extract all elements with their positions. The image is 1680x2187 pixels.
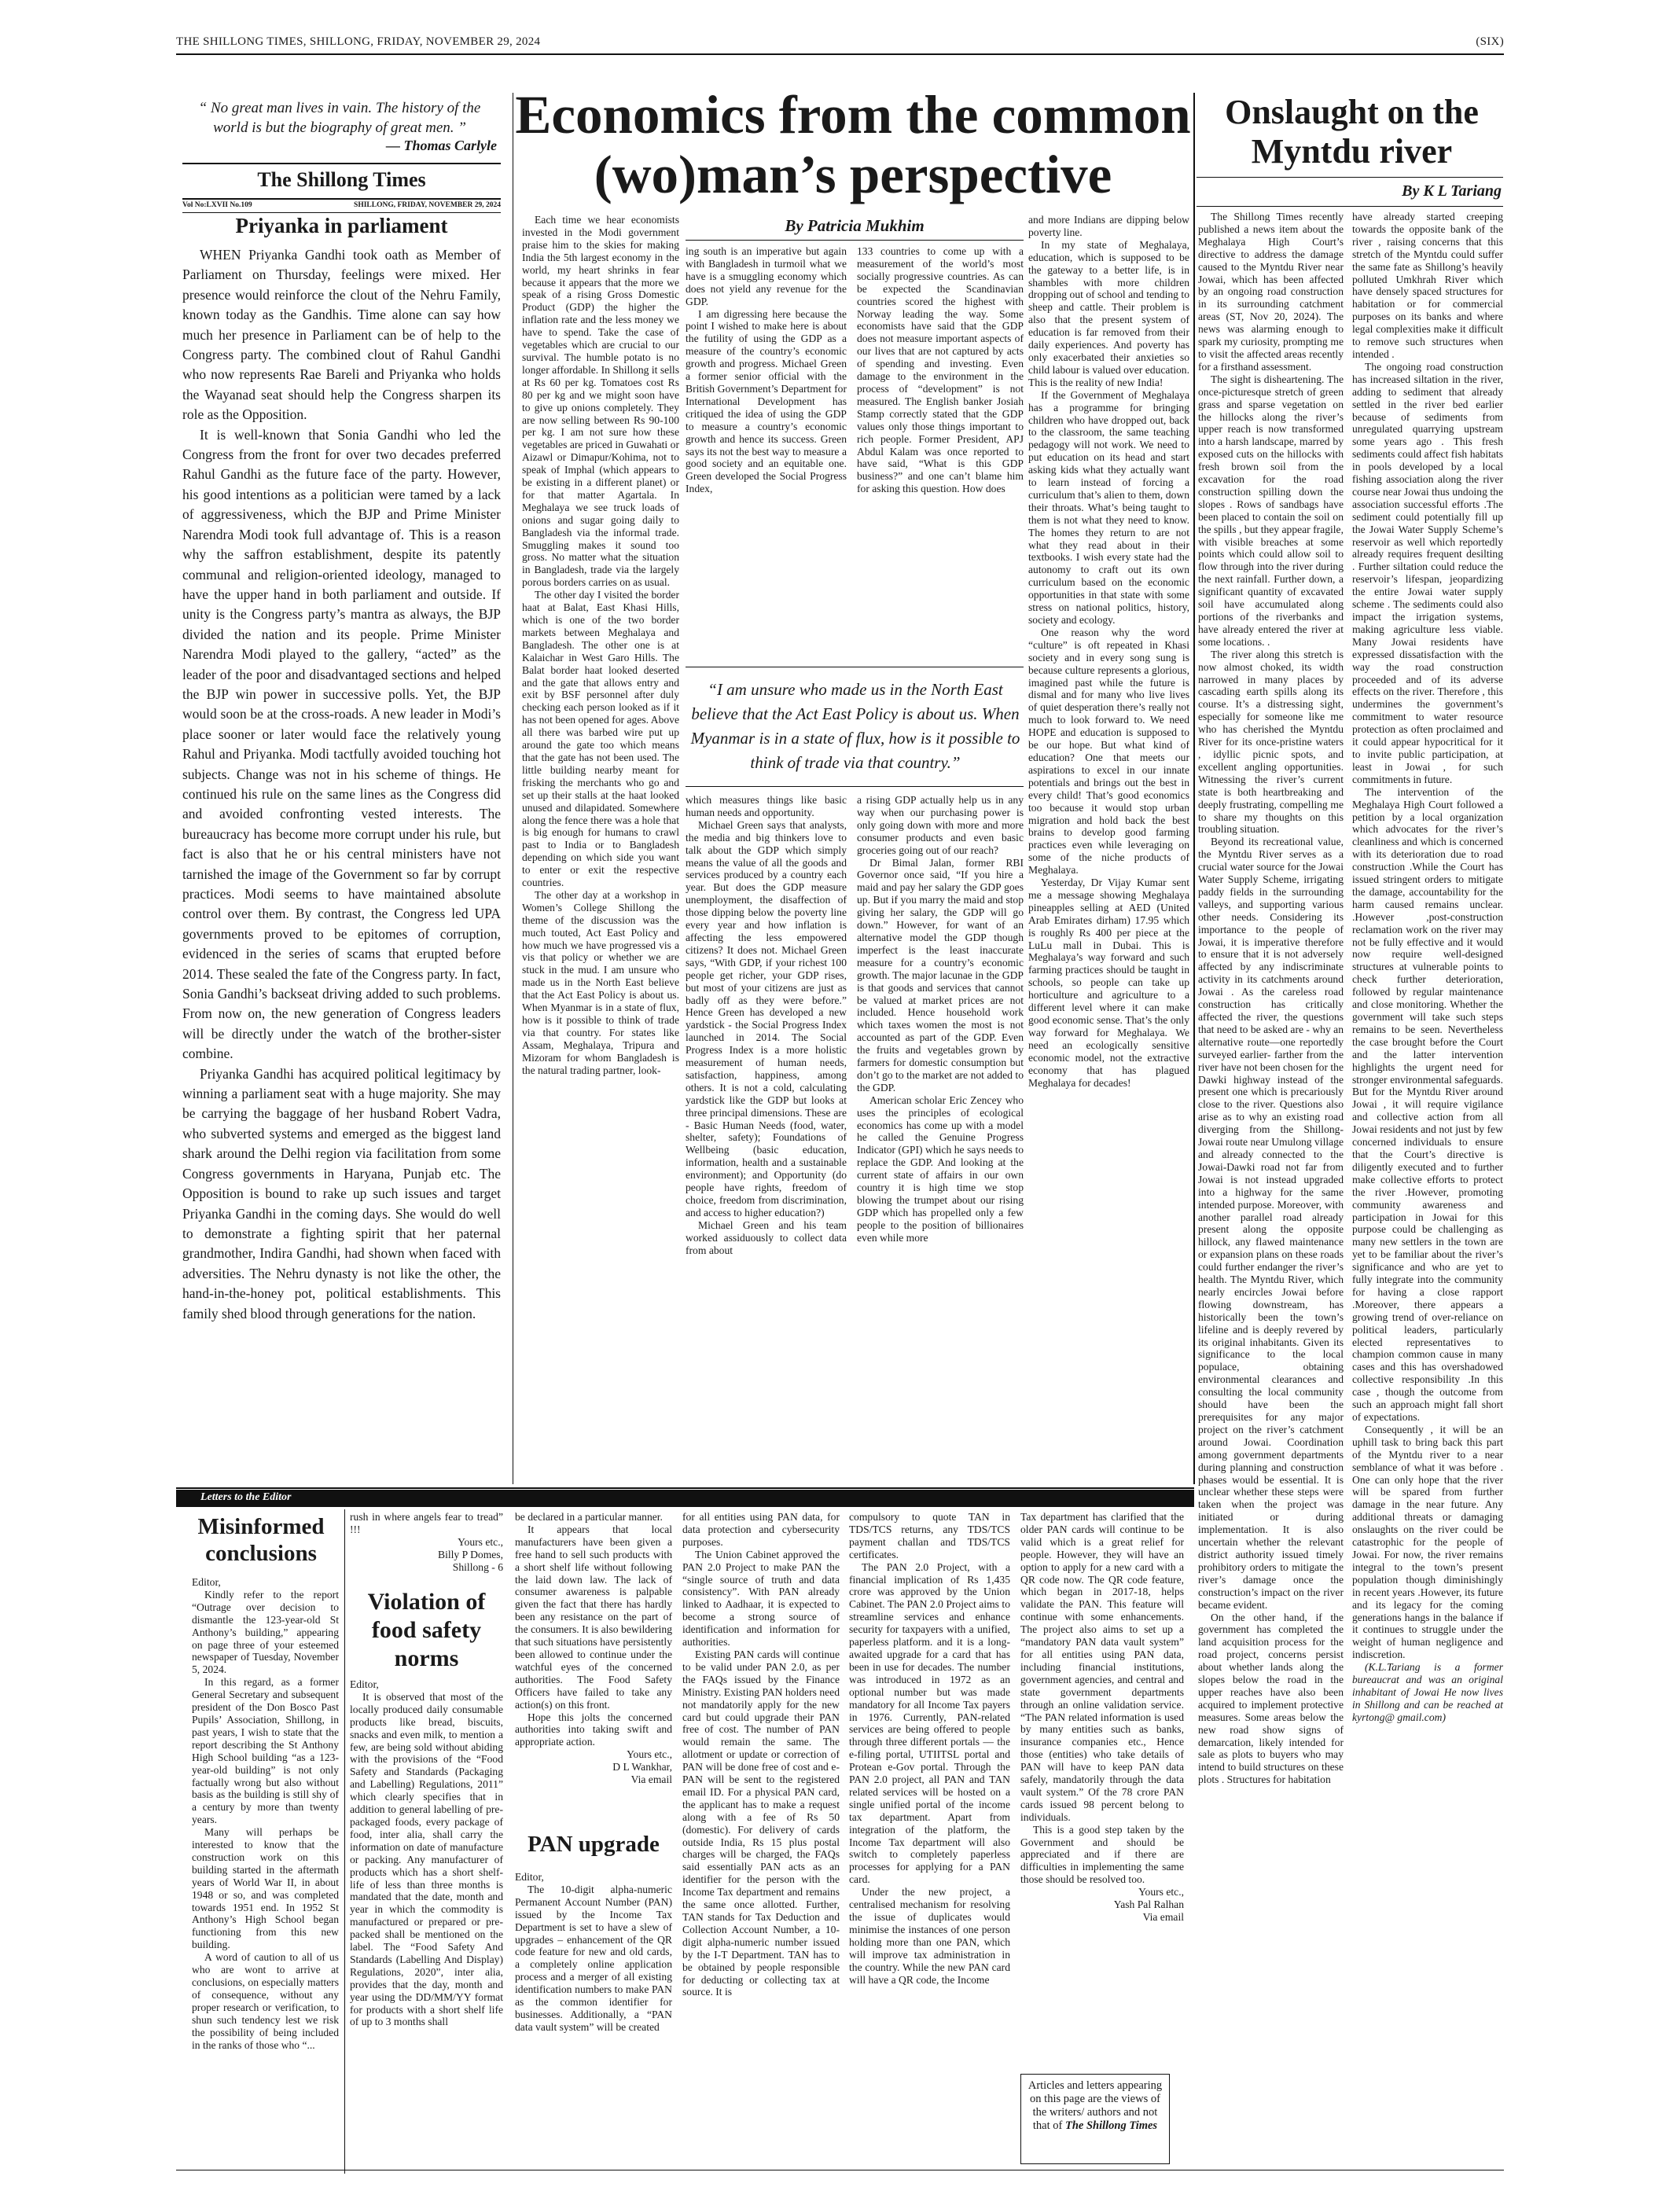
letter-paragraph: It appears that local manufacturers have been given a free hand to sell such products with a short shelf life without following the laid down law. The lack of consumer awareness is palpable given the fact that there has hardly been any resistance on the part of the consumers. It is also bewildering that such situations have persistently been allowed to continue under the watchful eyes of the concerned authorities. The Food Safety Officers have failed to take any action(s) on this front.: [515, 1523, 672, 1711]
letter-paragraph: The 10-digit alpha-numeric Permanent Account Number (PAN) issued by the Income Tax Department is set to have a slew of upgrades – enhancement of the QR code feature for new and old cards, a completely online application process and a merger of all existing identification numbers to make PAN as the common identifier for businesses. Additionally, a “PAN data vault system” will be created: [515, 1883, 672, 2033]
myntdu-headline: Onslaught on the Myntdu river: [1225, 93, 1479, 171]
letter-3-place: Via email: [1142, 1911, 1184, 1923]
article-paragraph: If the Government of Meghalaya has a programme for bringing children who have dropped out, back to the classroom, the same teaching pedagogy will not work. We need to put education on its head and start asking kids what they actually want to learn instead of forcing a curriculum that’s alien to them, down their throats. What’s being taught to them is not what they need to know. The homes they return to are not what they read about in their textbooks. I wish every state had the autonomy to craft out its own curriculum based on the economic opportunities in that state with some stress on national politics, history, society and ecology.: [1028, 388, 1189, 626]
letter-paragraph: for all entities using PAN data, for data protection and cybersecurity purposes.: [682, 1511, 840, 1548]
letter-paragraph: The PAN 2.0 Project, with a financial implication of Rs 1,435 crore was approved by the Union Cabinet. The PAN 2.0 Project aims to streamline services and enhance security for taxpayers with a unified, paperless platform. and it is a long-awaited upgrade for a card that has been in use for decades. The number was introduced in 1972 as an optional number but was made mandatory for all Income Tax payers in 1976. Currently, PAN-related services are being offered to people through three different portals — the e-filing portal, UTIITSL portal and Protean e-Gov portal. Through the PAN 2.0 project, all PAN and TAN related services will be hosted on a single unified portal of the income tax department. Apart from integration of the platform, the Income Tax department will also switch to completely paperless processes for applying for a PAN card.: [849, 1560, 1010, 1886]
article-paragraph: Consequently , it will be an uphill task to bring back this part of the Myntdu river to a near semblance of what it was before . One can only hope that the river will be spared from further damage in the near future. Any additional threats or damaging onslaughts on the river could be catastrophic for the people of Jowai. For now, the river remains integral to the town’s present population though diminishingly in recent years .However, its future and its legacy for the coming generations hangs in the balance if it continues to struggle under the weight of human negligence and indiscretion.: [1352, 1423, 1503, 1661]
letter-salutation: Editor,: [350, 1678, 379, 1690]
economics-column-5: [857, 794, 1024, 1486]
letter-paragraph: This is a good step taken by the Government and should be appreciated and if there are difficulties in implementing the same those should be resolved too.: [1020, 1823, 1184, 1886]
editorial-paragraph: Priyanka Gandhi has acquired political legitimacy by winning a parliament seat with a huge majority. She may be carrying the baggage of her husband Robert Vadra, who subverted systems and emerged as the biggest land shark around the Delhi region via facilitation from some Congress governments in Haryana, Punjab etc. The Opposition is bound to rake up such issues and target Priyanka Gandhi in the coming days. She would do well to demonstrate a fighting spirit that her paternal grandmother, Indira Gandhi, had shown when faced with adversities. The Nehru dynasty is not like the other, the hand-in-the-honey pot, political establishments. This family shed blood through generations for the nation.: [182, 1065, 501, 1321]
editorial-paragraph: It is well-known that Sonia Gandhi who led the Congress from the front for over two decades preferred Rahul Gandhi as the future face of the party. However, his good intentions as a politician were tamed by a lack of aggressiveness, which the BJP and Prime Minister Narendra Modi took full advantage of. This is a reason why the saffron establishment, despite its patently communal and religion-oriented ideology, managed to have the upper hand in both parliament and outside. If unity is the Congress party’s mantra as always, the BJP divided the nation and its people. Prime Minister Narendra Modi played to the gallery, “acted” as the leader of the poor and disadvantaged sections and helped the BJP win power in successive polls. Yet, the BJP would soon be at the cross-roads. A new leader in Modi’s place sooner or later would face the relatively young Rahul and Priyanka. Modi tactfully avoided touching hot subjects. Change was not in his scheme of things. He continued his rule on the same lines as the Congress did and avoided confronting vested interests. The bureaucracy has become more corrupt under his rule, but fact is also that he or his central ministers have not tarnished the image of the Government so far by corrupt practices. Modi seems to have maintained absolute control over them. By contrast, the Congress led UPA governments proved to be epitomes of corruption, evidenced in the series of scams that erupted before 2014. These sealed the fate of the Congress party. In fact, Sonia Gandhi’s backseat driving added to such problems. From now on, the new generation of Congress leaders will be directly under the watch of the brother-sister combine.: [182, 426, 501, 1062]
editorial-paragraph: WHEN Priyanka Gandhi took oath as Member of Parliament on Thursday, feelings were mixed. Her presence would reinforce the clout of the Nehru Family, known today as the Gandhis. Time alone can say how much her presence in Parliament can be of help to the Congress party. The combined clout of Rahul Gandhi who now represents Rae Bareli and Priyanka who holds the Wayanad seat should help the Congress sharpen its role as the Opposition.: [182, 247, 501, 423]
letter-paragraph: compulsory to quote TAN in TDS/TCS returns, any TDS/TCS payment challan and TDS/TCS certificates.: [849, 1511, 1010, 1560]
masthead-rule-3: [182, 212, 501, 213]
letter-1-place: Shillong - 6: [452, 1560, 503, 1573]
disclaimer-paper: The Shillong Times: [1064, 2119, 1158, 2132]
letters-column-rule: [344, 1509, 345, 2174]
article-paragraph: The other day I visited the border haat at Balat, East Khasi Hills, which is one of the two border markets between Meghalaya and Bangladesh. The other one is at Kalaichar in West Garo Hills. The Balat border haat looked deserted and the gate that allows entry and exit by BSF personnel after duly checking each person looked as if it has not been opened for ages. Above all there was barbed wire put up around the gate too which means that the gate has not been used. The little building nearby meant for frisking the merchants who go and set up their stalls at the haat looked unused and dilapidated. Somewhere along the fence there was a hole that is big enough for humans to crawl past to India or to Bangladesh depending on which side you want to enter or exit the respective countries.: [522, 589, 679, 889]
article-paragraph: The sight is disheartening. The once-picturesque stretch of green grass and sparse vegetation on the hillocks along the river’s upper reach is now transformed into a harsh landscape, marred by exposed cuts on the hillocks with fresh brown soil from the excavation for the road construction spilling down the slopes . Rows of sandbags have been placed to contain the soil on the spills , but they appear fragile, with visible breaches at some points which could allow soil to flow through into the river during the next rainfall. Further down, a significant quantity of excavated soil have accumulated along portions of the riverbanks and have already entered the river at some locations. .: [1198, 373, 1344, 648]
column-rule: [1193, 93, 1195, 1484]
myntdu-byline-rule: [1197, 206, 1503, 207]
letter-paragraph: Tax department has clarified that the older PAN cards will continue to be valid which is a great relief for people. However, they will have an option to apply for a new card with a QR code now. The QR code feature, which began in 2017-18, helps validate the PAN. This feature will continue with some enhancements. The project also aims to set up a “mandatory PAN data vault system” for all entities using PAN data, including financial institutions, government agencies, and central and state government departments through an online validation service. “The PAN related information is used by many entities such as banks, insurance companies etc., Hence those (entities) who take details of PAN will have to keep PAN data safely, mandatorily through the data vault system.” Of the 78 crore PAN cards issued 98 percent belong to individuals.: [1020, 1511, 1184, 1823]
pull-quote: “I am unsure who made us in the North East believe that the Act East Policy is about us. When Myanmar is in a state of flux, how is it possible to think of trade via that country.”: [690, 680, 1020, 772]
letter-paragraph: Kindly refer to the report “Outrage over decision to dismantle the 123-year-old St Anthony’s building,” appearing on page three of your esteemed newspaper of Tuesday, November 5, 2024.: [192, 1588, 339, 1676]
economics-column-3: [857, 245, 1024, 662]
letters-section-label: Letters to the Editor: [200, 1491, 292, 1503]
letter-paragraph: Under the new project, a centralised mechanism for resolving the issue of duplicates would minimise the instances of one person holding more than one PAN, which will improve tax administration in the country. While the new PAN card will have a QR code, the Income: [849, 1886, 1010, 1986]
letter-1-body: [192, 1576, 339, 2174]
article-paragraph: which measures things like basic human needs and opportunity.: [686, 794, 847, 818]
article-paragraph: I am digressing here because the point I wished to make here is about the futility of using the GDP as a measure of the country’s economic growth and progress. Michael Green a former senior official with the British Government’s Department for International Development has critiqued the idea of using the GDP to measure a country’s economic growth and hence its success. Green says its not the best way to measure a good society and an equitable one. Green developed the Social Progress Index,: [686, 307, 847, 495]
disclaimer-box: [1020, 2074, 1170, 2164]
byline-rule: [686, 240, 1024, 241]
article-paragraph: The intervention of the Meghalaya High Court followed a petition by a local organization which advocates for the river’s cleanliness and which is concerned with its deterioration due to road construction .While the Court has issued stringent orders to mitigate the damage, accountability for the harm caused remains unclear. .However ,post-construction reclamation work on the river may not be fully effective and it would now require well-designed structures at vulnerable points to check further deterioration, followed by regular maintenance and close monitoring. Whether the government will take such steps remains to be seen. Nevertheless the case brought before the Court and the latter intervention highlights the urgent need for stronger environmental safeguards. But for the Myntdu River around Jowai , it will require vigilance and collective action from all Jowai residents and not just by few concerned individuals to ensure that the Court’s directive is diligently executed and to further make collective efforts to protect the river .However, promoting community awareness and participation in Jowai for this purpose could be challenging as many new settlers in the town are yet to be familiar about the river’s significance and who are yet to fully integrate into the community for having a close rapport .Moreover, there appears a growing trend of over-reliance on political leaders, particularly elected representatives to champion common cause in many cases and this has overshadowed collective responsibility .In this case , though the outcome from such an approach might fall short of expectations.: [1352, 785, 1503, 1423]
letter-3-column-4: [1020, 1511, 1184, 2022]
economics-column-6: [1028, 214, 1189, 1487]
masthead-rule-2: [182, 198, 501, 200]
vol-dateline: [182, 201, 501, 209]
letter-salutation: Editor,: [515, 1871, 544, 1883]
letter-1-yours: Yours etc.,: [458, 1535, 503, 1548]
letter-paragraph: A word of caution to all of us who are wont to arrive at conclusions, on especially matters of consequence, without any proper research or verification, to shun such tendency lest we risk the possibility of being included in the ranks of those who “...: [192, 1951, 339, 2051]
article-paragraph: Michael Green says that analysts, the media and big thinkers love to talk about the GDP which simply means the value of all the goods and services produced by a country each year. But does the GDP measure unemployment, the disaffection of those dipping below the poverty line every year and how inflation is affecting the less empowered citizens? It does not. Michael Green says, “With GDP, if your richest 100 people get richer, your GDP rises, but most of your citizens are just as badly off as they were before.” Hence Green has developed a new yardstick - the Social Progress Index launched in 2014. The Social Progress Index is a more holistic measurement of human needs, satisfaction, happiness, among others. It is not a cold, calculating yardstick like the GDP but looks at three principal dimensions. These are - Basic Human Needs (food, water, shelter, safety); Foundations of Wellbeing (basic education, information, health and a sustainable environment); and Opportunity (do people have rights, freedom of choice, freedom from discrimination, and access to higher education?): [686, 818, 847, 1218]
letter-2-place: Via email: [630, 1773, 672, 1786]
letter-1-signer: Billy P Domes,: [438, 1548, 503, 1560]
letter-paragraph: The Union Cabinet approved the PAN 2.0 Project to make PAN the “single source of truth and data consistency”. With PAN already linked to Aadhaar, it is expected to become a strong source of identification and information for authorities.: [682, 1548, 840, 1649]
economics-column-1: [522, 214, 679, 1487]
article-paragraph: The Shillong Times recently published a news item about the Meghalaya High Court’s directive to address the damage caused to the Myntdu River near Jowai, which has been affected by an ongoing road construction in its surrounding catchment areas (ST, Nov 20, 2024). The news was alarming enough to spark my curiosity, prompting me to visit the affected areas recently for a firsthand assessment.: [1198, 211, 1344, 373]
letter-paragraph: In this regard, as a former General Secretary and subsequent president of the Don Bosco Past Pupils’ Association, Shillong, in past years, I wish to state that the report describing the St Anthony High School building “as a 123-year-old building” is not only factually wrong but also without basis as the building is still shy of a century by more than twenty years.: [192, 1676, 339, 1826]
quote-author: — Thomas Carlyle: [385, 138, 497, 153]
letter-3-body: [515, 1871, 672, 2174]
letter-paragraph: It is observed that most of the locally produced daily consumable products like bread, biscuits, snacks and even milk, to mention a few, are being sold without abiding with the provisions of the “Food Safety and Standards (Packaging and Labelling) Regulations, 2011” which clearly specifies that in addition to general labelling of pre-packaged foods, every package of food, inter alia, shall carry the information on date of manufacture or packing. Any manufacturer of products which has a short shelf-life of less than three months is mandated that the date, month and year in which the commodity is manufactured or prepared or pre-packed shall be mentioned on the label. The “Food Safety And Standards (Labelling And Display) Regulations, 2020”, inter alia, provides that the day, month and year using the DD/MM/YY format for products with a short shelf life of up to 3 months shall: [350, 1690, 503, 2028]
article-paragraph: Yesterday, Dr Vijay Kumar sent me a message showing Meghalaya pineapples selling at AED (United Arab Emirates dirham) 17.95 which is roughly Rs 400 per piece at the LuLu mall in Dubai. This is Meghalaya’s way forward and such farming practices should be taught in schools, so people can take up horticulture and agriculture to a different level where it can make good economic sense. That’s the only way forward for Meghalaya. We need an ecologically sensitive economic model, not the extractive economy that has plagued Meghalaya for decades!: [1028, 877, 1189, 1089]
paper-name: The Shillong Times: [257, 168, 426, 191]
letter-3-column-3: [849, 1511, 1010, 2174]
author-note: (K.L.Tariang is a former bureaucrat and was an original inhabitant of Jowai He now lives in Shillong and can be reached at kyrtong@ gmail.com): [1352, 1661, 1503, 1723]
article-paragraph: On the other hand, if the government has completed the land acquisition process for the road project, concerns persist about whether lands along the slopes below the road in the upper reaches have also been acquired to implement protective measures. Some areas below the new road show signs of demarcation, likely intended for sale as plots to buyers who may intend to build structures on these plots . Structures for habitation: [1198, 1611, 1344, 1786]
letter-2-continued: [515, 1511, 672, 1810]
article-paragraph: 133 countries to come up with a measurement of the world’s most socially progressive countries. As can be expected the Scandinavian countries scored the highest with Norway leading the way. Some economists have said that the GDP does not measure important aspects of our lives that are not captured by acts of spending and investing. Even damage to the environment in the process of “development” is not measured. The English banker Josiah Stamp correctly stated that the GDP values only those things important to rich people. Former President, APJ Abdul Kalam was once reported to have said, “What is this GDP business?” and one can’t blame him for asking this question. How does: [857, 245, 1024, 495]
myntdu-byline: By K L Tariang: [1402, 182, 1502, 200]
article-paragraph: and more Indians are dipping below poverty line.: [1028, 214, 1189, 238]
letter-3-signer: Yash Pal Ralhan: [1113, 1898, 1184, 1911]
editorial-body: [182, 245, 501, 1486]
article-paragraph: have already started creeping towards the opposite bank of the river , raising concerns that this stretch of the Myntdu could suffer the same fate as Shillong’s heavily polluted Umkhrah River which have densely spaced structures for habitation or for commercial purposes on its banks and where legal complexities make it difficult to remove such structures when intended .: [1352, 211, 1503, 360]
myntdu-column-1: [1198, 211, 1344, 2154]
letter-2-body: [350, 1678, 503, 2174]
letter-2-title: Violation of food safety norms: [367, 1589, 486, 1671]
dateline: SHILLONG, FRIDAY, NOVEMBER 29, 2024: [354, 201, 501, 209]
letter-3-title: PAN upgrade: [528, 1832, 660, 1857]
masthead-rule-1: [182, 163, 501, 164]
letter-paragraph: Many will perhaps be interested to know that the construction work on this building started in the aftermath years of World War II, in about 1948 or so, and was completed towards 1951 end. In 1952 St Anthony’s High School began functioning from this new building.: [192, 1826, 339, 1951]
letter-2-yours: Yours etc.,: [627, 1748, 672, 1761]
vol-no: Vol No:LXVII No.109: [182, 201, 252, 209]
article-paragraph: The other day at a workshop in Women’s College Shillong the theme of the discussion was the much touted, Act East Policy and how much we have progressed vis a vis that policy or whether we are stuck in the mud. I am unsure who made us in the North East believe that the Act East Policy is about us. When Myanmar is in a state of flux, how is it possible to think of trade via that country. For states like Assam, Meghalaya, Tripura and Mizoram for whom Bangladesh is the natural trading partner, look-: [522, 888, 679, 1076]
disclaimer-text: Articles and letters appearing on this page are the views of the writers/ authors and not that of: [1027, 2079, 1163, 2132]
page-number: (SIX): [1476, 35, 1504, 48]
economics-byline: By Patricia Mukhim: [785, 216, 925, 235]
article-paragraph: Beyond its recreational value, the Myntdu River serves as a crucial water source for the Jowai Water Supply Scheme, irrigating paddy fields in the surrounding valleys, and supporting various other needs. Considering its importance to the people of Jowai, it is imperative therefore to ensure that it is not adversely affected by any indiscriminate activity in its catchments around Jowai . As the careless road construction has critically affected the river, the questions that need to be asked are - why an alternative route—one reportedly surveyed earlier- farther from the river have not been chosen for the Dawki highway instead of the present one which is precariously close to the river. Questions also arise as to why an existing road diverging from the Shillong-Jowai route near Umulong village and already connected to the Jowai-Dawki road not far from Jowai is not instead upgraded into a highway for the same intended purpose. Moreover, with another parallel road already present along the opposite hillock, any flawed maintenance or expansion plans on these roads could further endanger the river’s health. The Myntdu River, which nearly encircles Jowai before flowing downstream, has historically been the town’s lifeline and is deeply revered by its original inhabitants. Given its significance to the local populace, obtaining environmental clearances and consulting the local community should have been the prerequisites for any major project on the river’s catchment around Jowai. Coordination among government departments during planning and construction phases would be essential. It is unclear whether these steps were taken when the project was initiated or during implementation. It is also uncertain whether the relevant district authority issued timely prohibitory orders to mitigate the river’s damage once the construction’s impact on the river became evident.: [1198, 836, 1344, 1611]
article-paragraph: American scholar Eric Zencey who uses the principles of ecological economics has come up with a model he called the Genuine Progress Indicator (GPI) which he says needs to replace the GDP. And looking at the current state of affairs in our own country it is high time we stop blowing the trumpet about our rising GDP which has propelled only a few people to the position of billionaires even while more: [857, 1094, 1024, 1244]
letter-3-column-2: [682, 1511, 840, 2174]
masthead-quote: “ No great man lives in vain. The history of the world is but the biography of great men. ”: [198, 100, 481, 136]
economics-column-4: [686, 794, 847, 1486]
article-paragraph: One reason why the word “culture” is oft repeated in Khasi society and in every song sung is because culture represents a glorious, imagined past while the future is dismal and for many who live lives of quiet desperation there’s really not much to look forward to. We need HOPE and education is supposed to be our hope. But what kind of education? One that meets our aspirations to excel in our innate potentials and brings out the best in every child! That’s good economics too because it would stop urban migration and hold back the best brains to develop good farming practices even while leveraging on some of the niche products of Meghalaya.: [1028, 626, 1189, 877]
economics-column-2: [686, 245, 847, 662]
myntdu-rule: [1197, 177, 1503, 178]
letter-2-signer: D L Wankhar,: [612, 1761, 672, 1773]
letter-paragraph: be declared in a particular manner.: [515, 1511, 663, 1523]
article-paragraph: In my state of Meghalaya, education, which is supposed to be the gateway to a better life, is in shambles with more children dropping out of school and tending to sheep and cattle. Their problem is also that the present system of education is far removed from their daily experiences. And poverty has only exacerbated their anxieties so child labour is valued over education. This is the reality of new India!: [1028, 238, 1189, 388]
article-paragraph: Michael Green and his team worked assiduously to collect data from about: [686, 1218, 847, 1256]
economics-headline: Economics from the common (wo)man’s perspective: [515, 85, 1191, 204]
letter-1-title: Misinformed conclusions: [197, 1514, 325, 1566]
top-rule: [176, 53, 1504, 55]
letters-bar: [176, 1490, 1194, 1507]
letter-3-yours: Yours etc.,: [1138, 1886, 1184, 1898]
article-paragraph: a rising GDP actually help us in any way when our purchasing power is only going down with more and more consumer products and even basic groceries going out of our reach?: [857, 794, 1024, 856]
letter-salutation: Editor,: [192, 1576, 221, 1588]
editorial-title: Priyanka in parliament: [235, 214, 448, 237]
pull-quote-rule-bottom: [686, 786, 1024, 787]
letter-1-continued: [350, 1511, 503, 1573]
letter-paragraph: Existing PAN cards will continue to be valid under PAN 2.0, as per the FAQs issued by the Finance Ministry. Existing PAN holders need not mandatorily apply for the new card but could upgrade their PAN free of cost. The number of PAN would remain the same. The allotment or update or correction of PAN will be done free of cost and e-PAN will be sent to the registered email ID. For a physical PAN card, the applicant has to make a request along with a fee of Rs 50 (domestic). For delivery of cards outside India, Rs 15 plus postal charges will be charged, the FAQs said essentially PAN acts as an identifier for the person with the Income Tax department and remains the same once allotted. Further, TAN stands for Tax Deduction and Collection Account Number, a 10-digit alpha-numeric number issued by the I-T Department. TAN has to be obtained by people responsible for deducting or collecting tax at source. It is: [682, 1648, 840, 1998]
article-paragraph: Each time we hear economists invested in the Modi government praise him to the skies for making India the 5th largest economy in the world, my heart shrinks in fear because it appears that the more we speak of a rising Gross Domestic Product (GDP) the higher the inflation rate and the less money we have to spend. Take the case of vegetables which are crucial to our survival. The humble potato is no longer affordable. In Shillong it sells at Rs 60 per kg. Tomatoes cost Rs 80 per kg and we might soon have to give up onions completely. They are now selling between Rs 90-100 per kg. I am not sure how these vegetables are priced in Guwahati or Aizawl or Dimapur/Kohima, not to speak of Imphal (which appears to be existing in a different planet) or for that matter Agartala. In Meghalaya we see truck loads of onions and sugar going daily to Bangladesh via the informal trade. Smuggling makes it sound too gross. No matter what the situation in Bangladesh, trade via the largely porous borders carries on as usual.: [522, 214, 679, 589]
letter-paragraph: rush in where angels fear to tread” !!!: [350, 1511, 503, 1535]
letters-top-rule: [176, 1487, 1194, 1489]
myntdu-column-2: [1352, 211, 1503, 2154]
article-paragraph: Dr Bimal Jalan, former RBI Governor once said, “If you hire a maid and pay her salary the GDP goes up. But if you marry the maid and stop giving her salary, the GDP will go down.” However, for want of an alternative model the GDP though imperfect is the least inaccurate measure for a country’s economic growth. The major lacunae in the GDP is that goods and services that cannot be valued at market prices are not included. Hence household work which taxes women the most is not accounted as part of the GDP. Even the fruits and vegetables grown by farmers for domestic consumption but don’t go to the market are not added to the GDP.: [857, 856, 1024, 1094]
article-paragraph: The river along this stretch is now almost choked, its width narrowed in many places by cascading earth spills along its course. It’s a distressing sight, especially for someone like me who has cherished the Myntdu River for its once-pristine waters , idyllic picnic spots, and excellent angling opportunities. Witnessing the river’s current state is both heartbreaking and deeply frustrating, compelling me to share my thoughts on this troubling situation.: [1198, 648, 1344, 836]
letter-paragraph: Hope this jolts the concerned authorities into taking swift and appropriate action.: [515, 1711, 672, 1748]
running-head-left: THE SHILLONG TIMES, SHILLONG, FRIDAY, NOVEMBER 29, 2024: [176, 35, 541, 48]
article-paragraph: The ongoing road construction has increased siltation in the river, adding to sediment that already settled in the river bed earlier because of sediments from unregulated quarrying upstream some years ago . This fresh sediments could affect fish habitats in pools developed by a local fishing association along the river course near Jowai thus undoing the association successful efforts .The sediment could potentially fill up the Jowai Water Supply Scheme’s reservoir as well which reportedly already requires frequent desilting . Further siltation could reduce the reservoir’s lifespan, jeopardizing the entire Jowai water supply scheme . The sediments could also impact the irrigation systems, making agriculture less viable. Many Jowai residents have expressed dissatisfaction with the way the road construction proceeded and of its adverse effects on the river. Therefore , this undermines the government’s commitment to water resource protection as often proclaimed and it could appear hypocritical for it to invite public participation, at least in Jowai , for such commitments in future.: [1352, 360, 1503, 785]
article-paragraph: ing south is an imperative but again with Bangladesh in turmoil what we have is a smuggling economy which does not yield any revenue for the GDP.: [686, 245, 847, 307]
